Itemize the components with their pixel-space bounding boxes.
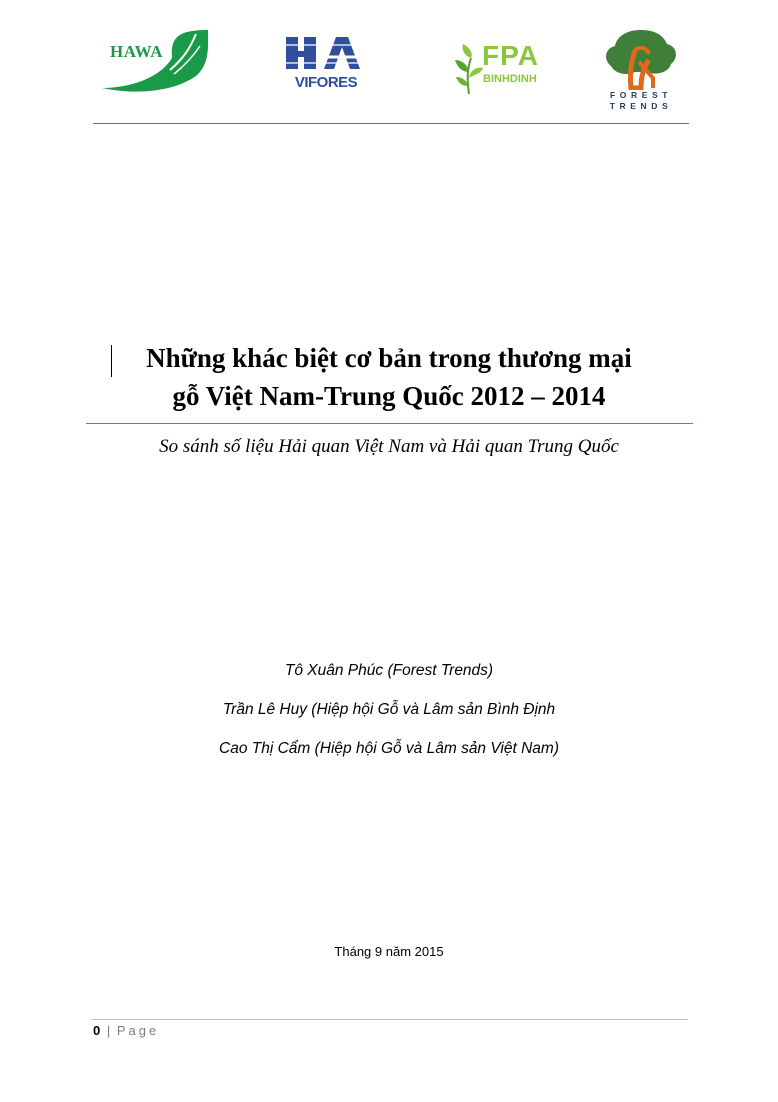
fpa-binhdinh-logo [455,40,545,96]
author-item: Tô Xuân Phúc (Forest Trends) [284,662,494,679]
vifores-logo-text: VIFORES [294,74,358,91]
fpa-logo-subtext: BINHDINH [483,73,537,85]
title-divider [86,423,693,424]
publication-date: Tháng 9 năm 2015 [334,944,444,959]
vifores-emblem-icon [276,33,376,73]
document-title [60,339,718,415]
footer-separator: | [106,1023,111,1038]
author-item: Trần Lê Huy (Hiệp hội Gỗ và Lâm sản Bình Định [222,701,556,718]
forest-trends-logo [597,28,685,118]
page-label: Page [116,1023,160,1038]
page-footer [93,1023,159,1038]
footer-divider [92,1019,688,1020]
logo-row [0,0,778,120]
forest-trends-tree-icon [597,28,685,90]
forest-trends-text-line1: FOREST [609,90,673,100]
vifores-logo [276,33,376,97]
author-list [40,660,738,777]
hawa-logo-text: HAWA [110,42,164,61]
document-title-line1: Những khác biệt cơ bản trong thương mại [146,343,632,373]
fpa-logo-text: FPA [482,40,539,71]
hawa-logo [100,28,210,94]
header-divider [93,123,689,124]
document-subtitle: So sánh số liệu Hải quan Việt Nam và Hải quan Trung Quốc [159,436,619,457]
fpa-leaves-icon [455,44,483,96]
forest-trends-text-line2: TRENDS [609,101,673,111]
page-number: 0 [93,1023,101,1038]
author-item: Cao Thị Cẩm (Hiệp hội Gỗ và Lâm sản Việt Nam) [219,740,559,757]
document-title-line2: gỗ Việt Nam-Trung Quốc 2012 – 2014 [172,381,606,411]
